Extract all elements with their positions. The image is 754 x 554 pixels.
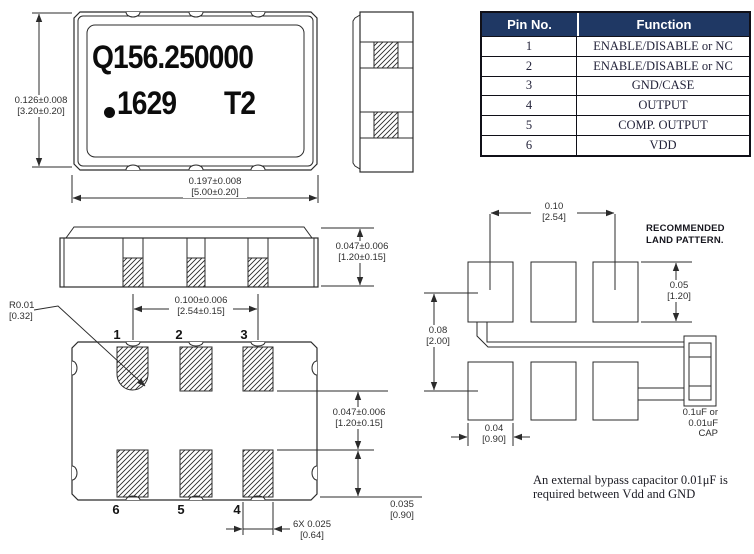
- marking-suffix: T2: [224, 85, 256, 121]
- dim-value-mm: [2.54]: [542, 212, 566, 223]
- pad-3-hatch: [243, 347, 273, 391]
- dim-value-mm: [1.20]: [667, 291, 691, 302]
- dim-value-inch: 0.197±0.008: [188, 176, 242, 187]
- table-row: [482, 95, 749, 115]
- cell-function: GND/CASE: [631, 78, 695, 93]
- table-row: [482, 36, 749, 56]
- dim-value-mm: [2.54±0.15]: [177, 306, 225, 317]
- dim-value-inch: 0.04: [484, 423, 504, 434]
- note-line2: required between Vdd and GND: [533, 486, 696, 501]
- table-row: [482, 115, 749, 135]
- dim-thickness: [330, 241, 394, 263]
- cell-function: COMP. OUTPUT: [618, 118, 708, 133]
- front-pad-hatch: [123, 258, 143, 287]
- dim-value-inch: 0.100±0.006: [174, 295, 228, 306]
- pin-label-3: 3: [240, 327, 248, 342]
- pin-label-5: 5: [177, 502, 185, 517]
- bottom-view-outline: [72, 342, 317, 500]
- pad-5-hatch: [180, 450, 212, 497]
- pin1-dot: [104, 107, 115, 118]
- marking-frequency: Q156.250000: [92, 39, 253, 75]
- pin-label-4: 4: [233, 502, 241, 517]
- front-pad-hatch: [187, 258, 205, 287]
- dim-value-inch: 0.10: [544, 201, 564, 212]
- table-row: [482, 76, 749, 96]
- pad-1-hatch: [117, 347, 148, 390]
- front-pad-hatch: [248, 258, 268, 287]
- pin-function-table: [480, 11, 751, 157]
- dim-value-inch: 0.126±0.008: [14, 95, 68, 106]
- cap-label-line1: 0.1uF or: [682, 407, 718, 418]
- dim-value-mm: [5.00±0.20]: [191, 187, 239, 198]
- capacitor-symbol: [684, 336, 716, 406]
- pin-label-6: 6: [112, 502, 120, 517]
- pin-label-2: 2: [175, 327, 183, 342]
- dim-value-mm: [0.90]: [482, 434, 506, 445]
- dim-value-mm: [3.20±0.20]: [17, 106, 65, 117]
- dim-value-mm: [2.00]: [426, 336, 450, 347]
- dim-body-height: [11, 95, 71, 117]
- header-pin-no: Pin No.: [482, 13, 579, 36]
- dim-value-mm: [0.90]: [390, 510, 414, 521]
- dim-pad-width: [286, 519, 338, 541]
- front-view-outline: [60, 227, 318, 287]
- dim-value-mm: [0.64]: [300, 530, 324, 541]
- land-pattern-title-line2: LAND PATTERN.: [646, 234, 724, 246]
- cell-pin: 6: [482, 136, 577, 155]
- cell-pin: 2: [482, 57, 577, 76]
- trace-vdd: [477, 322, 684, 347]
- dim-value-inch: 0.047±0.006: [332, 407, 386, 418]
- cell-pin: 3: [482, 77, 577, 96]
- dim-value-mm: [1.20±0.15]: [338, 252, 386, 263]
- dim-body-width: [183, 176, 247, 198]
- capacitor-label: [674, 408, 718, 440]
- cell-function: OUTPUT: [638, 98, 688, 113]
- table-row: [482, 135, 749, 155]
- lp-dim-row-pitch: [417, 325, 459, 347]
- cell-function: VDD: [649, 137, 677, 152]
- bypass-capacitor-note: [533, 474, 754, 501]
- lp-dim-pitch: [531, 201, 577, 223]
- dim-value-inch: 0.05: [669, 280, 689, 291]
- cell-pin: 5: [482, 116, 577, 135]
- lp-dim-pad-height: [658, 280, 700, 302]
- dim-pad-edge: [382, 499, 422, 521]
- dim-value-inch: 0.08: [428, 325, 448, 336]
- dim-row-pitch: [327, 407, 391, 429]
- side-pad-hatch: [374, 112, 398, 138]
- trace-vdd: [487, 322, 684, 342]
- cap-label-line2: 0.01uF: [688, 417, 718, 429]
- cap-label-line3: CAP: [698, 428, 718, 439]
- table-row: [482, 56, 749, 76]
- table-header-row: [482, 13, 749, 36]
- trace-gnd: [638, 388, 684, 400]
- side-view-outline: [353, 12, 413, 172]
- pin-label-1: 1: [113, 327, 121, 342]
- pad-2-hatch: [180, 347, 212, 391]
- dim-value-inch: 6X 0.025: [292, 519, 332, 530]
- pad-6-hatch: [117, 450, 148, 497]
- lp-dim-pad-width: [473, 423, 515, 445]
- dim-value-mm: [1.20±0.15]: [335, 418, 383, 429]
- cell-function: ENABLE/DISABLE or NC: [593, 38, 733, 53]
- cell-pin: 1: [482, 37, 577, 56]
- land-pattern-title-line1: RECOMMENDED: [646, 223, 725, 234]
- note-line1: An external bypass capacitor 0.01μF is: [533, 473, 728, 487]
- cell-pin: 4: [482, 96, 577, 115]
- pad-4-hatch: [243, 450, 273, 497]
- dim-corner-radius: [8, 300, 50, 322]
- header-function: Function: [579, 13, 749, 36]
- top-view-outline: [74, 12, 317, 170]
- side-pad-hatch: [374, 42, 398, 68]
- land-pattern-title: [646, 223, 725, 246]
- land-pattern: [424, 213, 716, 446]
- dim-value-mm: [0.32]: [9, 311, 33, 322]
- marking-date-code: 1629: [117, 85, 177, 121]
- cell-function: ENABLE/DISABLE or NC: [593, 58, 733, 73]
- dim-pad-pitch: [169, 295, 233, 317]
- dim-value-inch: 0.035: [390, 499, 414, 510]
- dim-value-inch: 0.047±0.006: [335, 241, 389, 252]
- dim-value-inch: R0.01: [9, 300, 35, 311]
